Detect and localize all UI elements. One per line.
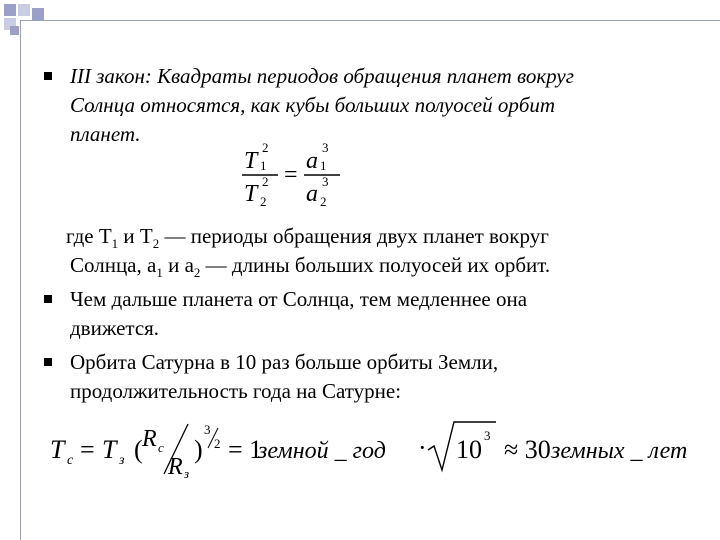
approx-thirty: ≈ 30 — [504, 435, 551, 464]
rz-symbol: R — [168, 454, 183, 480]
saturn-formula — [46, 418, 688, 482]
tc-symbol: T — [50, 435, 65, 464]
where-text: Солнца, a — [70, 253, 157, 277]
where-text: и a — [162, 253, 194, 277]
t-den-exp: 2 — [262, 174, 269, 189]
subscript: 1 — [156, 265, 163, 281]
tc-subscript: c — [67, 453, 74, 468]
bullet-1 — [44, 72, 52, 80]
bullet-3 — [44, 358, 52, 366]
item2-line-2: движется. — [70, 316, 160, 340]
tz-subscript: з — [119, 453, 125, 468]
deco-square — [18, 4, 30, 16]
a-numerator: a — [306, 148, 318, 174]
law-text-line-1: III закон: Квадраты периодов обращения планет вокруг — [70, 64, 574, 88]
a-denominator: a — [306, 181, 318, 207]
root-exponent: 3 — [484, 428, 491, 443]
equals-sign: = — [284, 162, 298, 188]
tz-symbol: T — [102, 435, 117, 464]
item3-line-2: продолжительность года на Сатурне: — [70, 379, 402, 403]
deco-square — [32, 8, 44, 20]
exponent-denominator: 2 — [214, 436, 221, 451]
law-text-line-3: планет. — [70, 122, 141, 146]
subscript: 1 — [111, 236, 119, 252]
right-paren: ) — [194, 435, 203, 464]
where-text: и Т — [118, 224, 153, 248]
a-num-exp: 3 — [322, 140, 329, 155]
multiply-dot: · — [418, 433, 427, 462]
t-den-sub: 2 — [260, 194, 267, 209]
t-numerator: T — [244, 148, 258, 174]
a-den-exp: 3 — [322, 174, 329, 189]
rc-symbol: R — [142, 426, 157, 452]
t-num-exp: 2 — [262, 140, 269, 155]
kepler-formula — [238, 138, 348, 213]
equals-one: = 1 — [228, 435, 263, 464]
item2-line-1: Чем дальше планета от Солнца, тем медленнее она — [70, 287, 528, 311]
where-text: где Т — [66, 224, 112, 248]
t-denominator: T — [244, 181, 258, 207]
rz-subscript: з — [184, 466, 190, 481]
item3-line-1: Орбита Сатурна в 10 раз больше орбиты Земли, — [70, 350, 499, 374]
root-value: 10 — [456, 435, 482, 464]
earth-years-words: земных _ лет — [551, 438, 688, 464]
where-text: — длины больших полуосей их орбит. — [200, 253, 551, 277]
subscript: 2 — [193, 265, 201, 281]
deco-line-vertical — [20, 20, 21, 540]
rc-subscript: c — [158, 440, 164, 455]
a-num-sub: 1 — [320, 158, 327, 173]
left-paren: ( — [134, 435, 143, 464]
a-den-sub: 2 — [320, 194, 327, 209]
deco-square — [4, 4, 16, 16]
law-text-line-2: Солнца относятся, как кубы больших полуосей орбит — [70, 93, 556, 117]
deco-line-horizontal — [20, 20, 720, 21]
where-text: — периоды обращения двух планет вокруг — [159, 224, 549, 248]
t-num-sub: 1 — [260, 158, 267, 173]
equals-sign: = — [80, 435, 95, 464]
subscript: 2 — [152, 236, 160, 252]
deco-square — [10, 26, 19, 35]
earth-year-words: земной _ год — [258, 438, 386, 464]
where-line-2 — [70, 251, 550, 287]
exponent-numerator: 3 — [204, 422, 211, 437]
bullet-2 — [44, 295, 52, 303]
